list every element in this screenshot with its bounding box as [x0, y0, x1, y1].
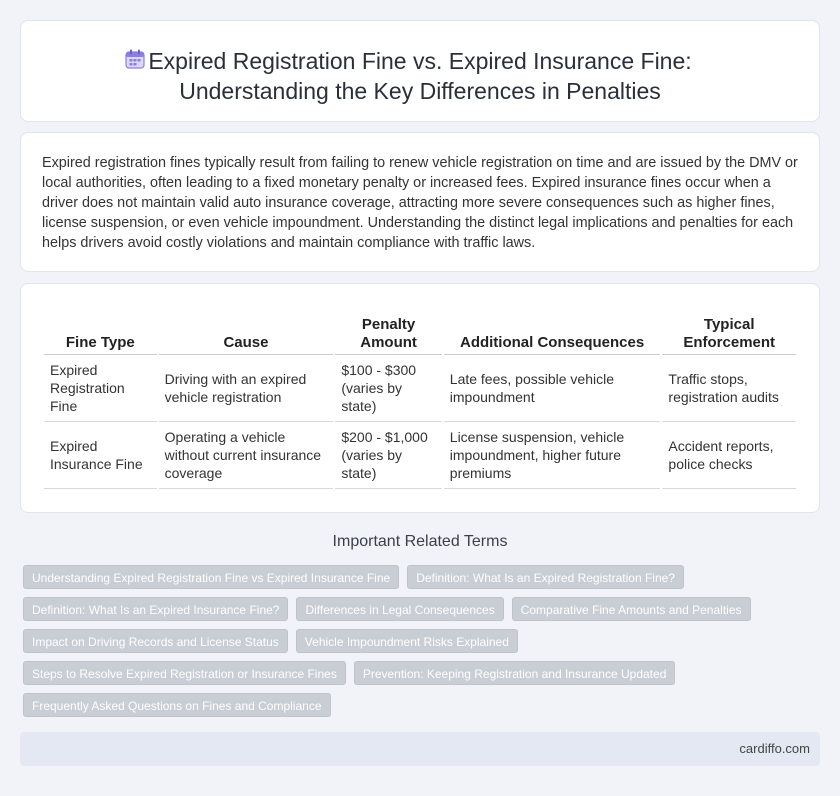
table-header-row — [44, 314, 796, 355]
page-title — [21, 46, 819, 106]
footer — [20, 732, 820, 766]
related-tag[interactable]: Steps to Resolve Expired Registration or Insurance Fines — [23, 661, 346, 685]
header-cause: Cause — [159, 314, 334, 355]
related-tag[interactable]: Comparative Fine Amounts and Penalties — [512, 597, 751, 621]
related-tag[interactable]: Vehicle Impoundment Risks Explained — [296, 629, 518, 653]
table-cell: Driving with an expired vehicle registration — [159, 355, 334, 422]
intro-paragraph: Expired registration fines typically result from failing to renew vehicle registration on time and are issued by the DMV or local authorities, often leading to a fixed monetary penalty or increased fees. Expired insurance fines occur when a driver does not maintain valid auto insurance coverage, attracting more severe consequences such as higher fines, license suspension, or even vehicle impoundment. Understanding the distinct legal implications and penalties for each helps drivers avoid costly violations and maintain compliance with traffic laws. — [42, 155, 798, 251]
comparison-table — [42, 314, 798, 489]
table-cell: $200 - $1,000 (varies by state) — [335, 422, 441, 489]
table-cell: $100 - $300 (varies by state) — [335, 355, 441, 422]
related-tag[interactable]: Definition: What Is an Expired Insurance Fine? — [23, 597, 288, 621]
related-tag[interactable]: Differences in Legal Consequences — [296, 597, 503, 621]
table-cell: Expired Insurance Fine — [44, 422, 157, 489]
header-typical-enforcement: Typical Enforcement — [662, 314, 796, 355]
table-cell: Expired Registration Fine — [44, 355, 157, 422]
related-terms-heading: Important Related Terms — [332, 533, 508, 550]
table-cell: Late fees, possible vehicle impoundment — [444, 355, 661, 422]
table-cell: Operating a vehicle without current insurance coverage — [159, 422, 334, 489]
related-terms-tags — [23, 565, 823, 725]
header-penalty-amount: Penalty Amount — [335, 314, 441, 355]
header-fine-type: Fine Type — [44, 314, 157, 355]
title-line-1: Expired Registration Fine vs. Expired Insurance Fine: — [148, 48, 692, 74]
table-cell: Accident reports, police checks — [662, 422, 796, 489]
title-card — [20, 20, 820, 122]
related-tag[interactable]: Impact on Driving Records and License Status — [23, 629, 288, 653]
related-tag[interactable]: Prevention: Keeping Registration and Insurance Updated — [354, 661, 676, 685]
intro-card — [20, 132, 820, 272]
footer-site-link[interactable]: cardiffo.com — [739, 741, 810, 756]
table-row — [44, 422, 796, 489]
title-line-2: Understanding the Key Differences in Penalties — [179, 78, 661, 104]
table-cell: License suspension, vehicle impoundment, higher future premiums — [444, 422, 661, 489]
comparison-table-card — [20, 283, 820, 513]
header-additional-consequences: Additional Consequences — [444, 314, 661, 355]
related-tag[interactable]: Definition: What Is an Expired Registration Fine? — [407, 565, 684, 589]
related-tag[interactable]: Understanding Expired Registration Fine vs Expired Insurance Fine — [23, 565, 399, 589]
table-cell: Traffic stops, registration audits — [662, 355, 796, 422]
related-tag[interactable]: Frequently Asked Questions on Fines and Compliance — [23, 693, 331, 717]
table-row — [44, 355, 796, 422]
